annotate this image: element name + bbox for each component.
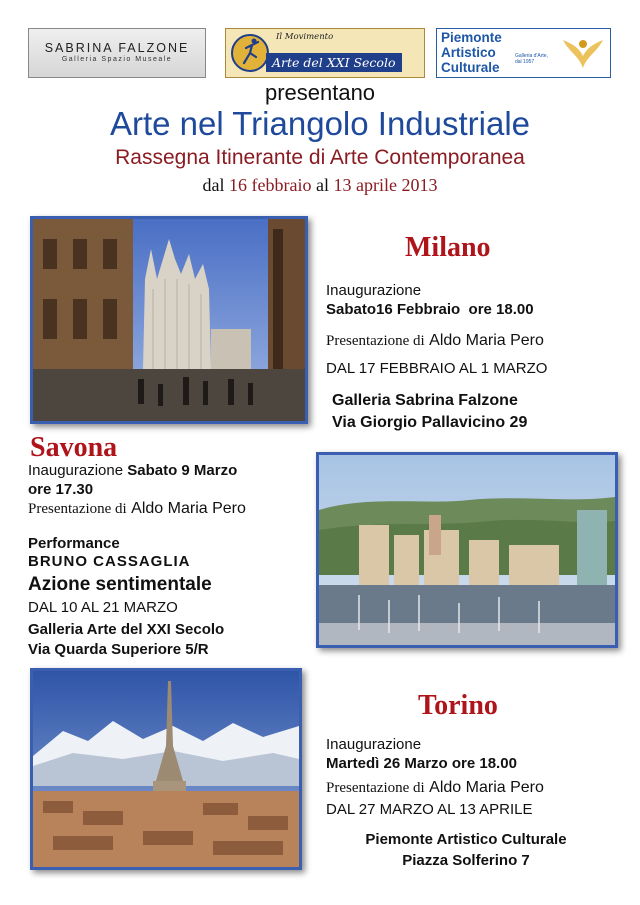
savona-harbor-photo (316, 452, 618, 648)
torino-period: DAL 27 MARZO AL 13 APRILE (326, 801, 533, 818)
savona-inaugurazione: Inaugurazione Sabato 9 Marzo (28, 462, 238, 479)
winged-figure-icon (559, 32, 607, 74)
milano-duomo-photo (30, 216, 308, 424)
city-torino: Torino (418, 690, 498, 721)
city-savona: Savona (30, 432, 118, 463)
torino-venue: Piemonte Artistico Culturale Piazza Solferino 7 (365, 831, 567, 869)
logo-piemonte-small: Galleria d'Arte, dal 1957 (515, 53, 548, 65)
savona-time: ore 17.30 (28, 481, 94, 498)
movimento-logo (225, 28, 425, 78)
savona-venue: Galleria Arte del XXI Secolo Via Quarda Superiore 5/R (28, 621, 225, 658)
logo-sabrina-line2: Galleria Spazio Museale (61, 56, 173, 63)
milano-inaugurazione-label: Inaugurazione (326, 282, 422, 299)
runner-emblem-icon (230, 33, 270, 73)
savona-artist: BRUNO CASSAGLIA (28, 553, 191, 570)
savona-action: Azione sentimentale (28, 574, 212, 595)
milano-presentazione: Presentazione di Aldo Maria Pero (326, 332, 544, 349)
logo-sabrina-line1: SABRINA FALZONE (44, 41, 190, 55)
piemonte-logo (436, 28, 611, 78)
exhibition-dates: dal 16 febbraio al 13 aprile 2013 (202, 175, 438, 195)
logo-piemonte-name: Piemonte Artistico Culturale (441, 30, 502, 75)
milano-venue: Galleria Sabrina Falzone Via Giorgio Pallavicino 29 (332, 392, 528, 431)
torino-inaugurazione-date: Martedì 26 Marzo ore 18.00 (326, 755, 517, 772)
torino-presentazione: Presentazione di Aldo Maria Pero (326, 779, 544, 796)
city-milano: Milano (405, 232, 491, 263)
page-subtitle: Rassegna Itinerante di Arte Contemporanea (115, 146, 525, 169)
savona-presentazione: Presentazione di Aldo Maria Pero (28, 500, 246, 517)
savona-performance-label: Performance (28, 535, 120, 552)
savona-period: DAL 10 AL 21 MARZO (28, 599, 178, 616)
presentano-text: presentano (264, 80, 376, 105)
logo-movimento-line1: Il Movimento (276, 32, 334, 42)
page-title: Arte nel Triangolo Industriale (109, 105, 531, 142)
torino-inaugurazione-label: Inaugurazione (326, 736, 422, 753)
logo-movimento-line2: Arte del XXI Secolo (266, 53, 402, 72)
milano-period: DAL 17 FEBBRAIO AL 1 MARZO (326, 360, 548, 377)
sabrina-falzone-logo (28, 28, 206, 78)
torino-mole-photo (30, 668, 302, 870)
milano-inaugurazione-date: Sabato16 Febbraio ore 18.00 (326, 301, 534, 318)
